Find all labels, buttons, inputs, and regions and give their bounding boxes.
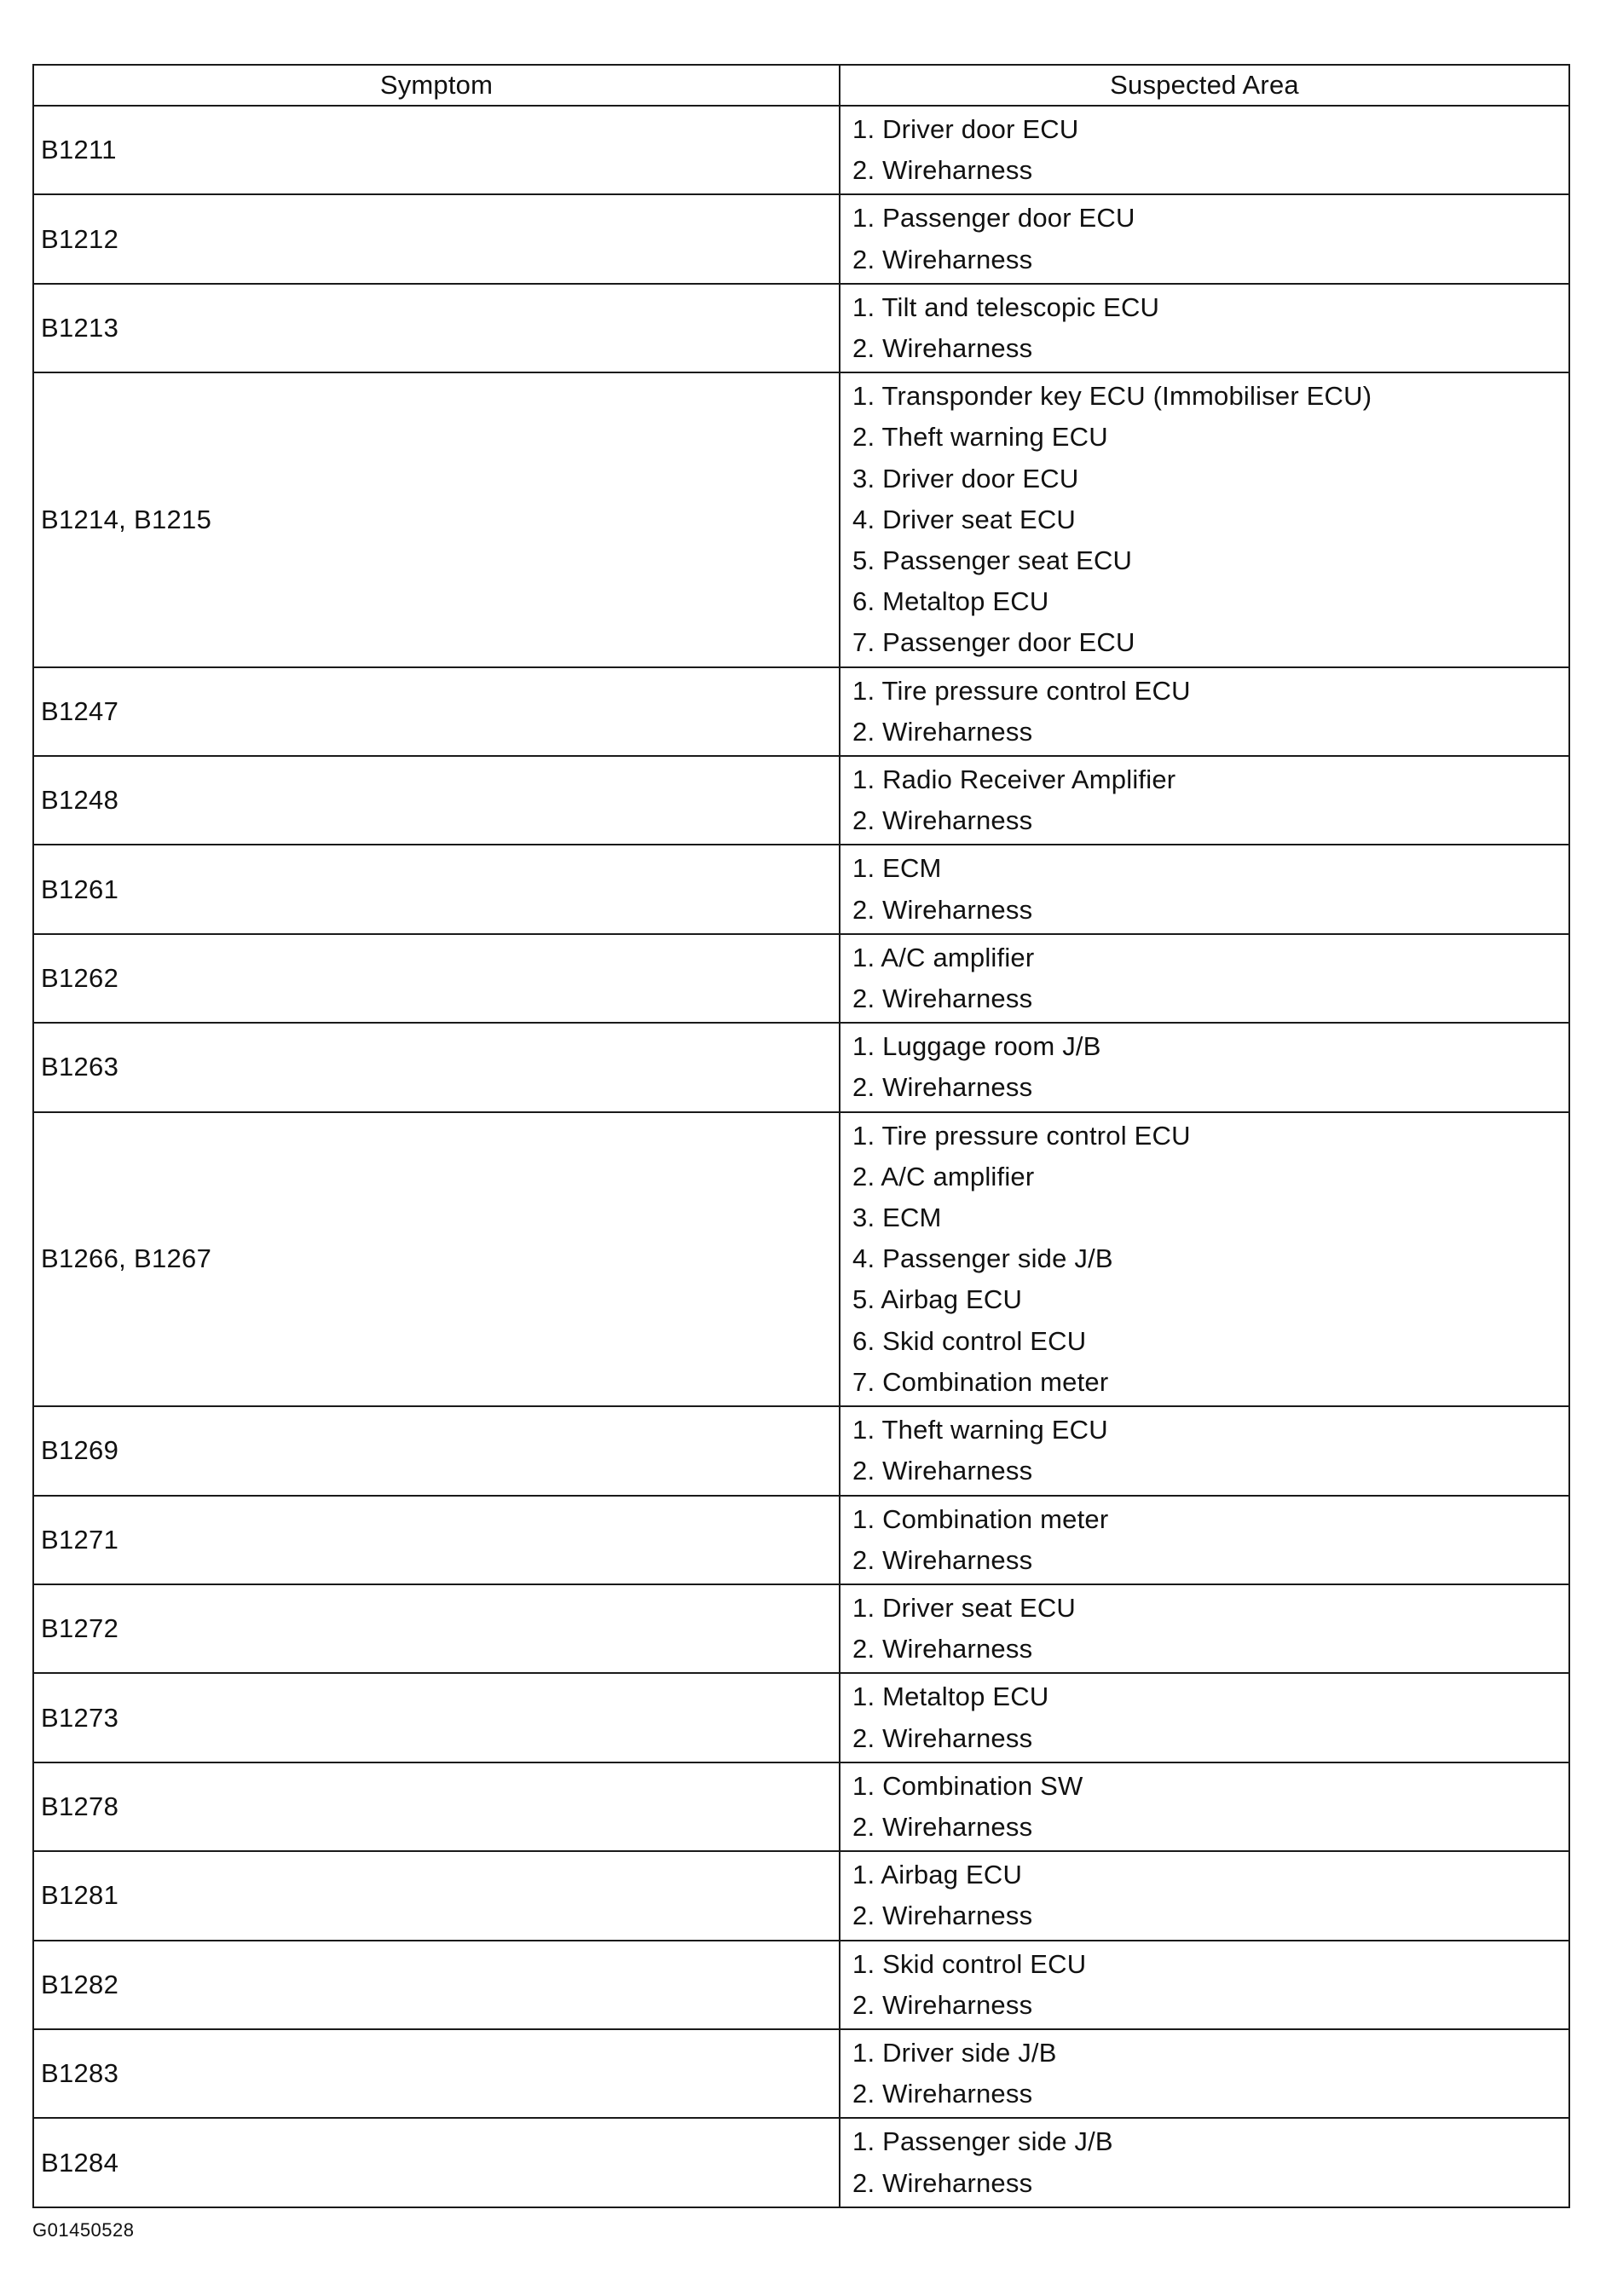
symptom-code: B1281 xyxy=(33,1851,840,1940)
suspected-area-item: 1. Passenger door ECU xyxy=(852,203,1135,234)
symptom-header: Symptom xyxy=(33,65,840,106)
suspected-area-item: 2. Wireharness xyxy=(852,244,1033,274)
suspected-area-list xyxy=(840,1941,1569,2029)
suspected-area-item: 2. Wireharness xyxy=(852,1544,1033,1575)
suspected-area-item: 2. Wireharness xyxy=(852,716,1033,747)
suspected-area-item: 1. Transponder key ECU (Immobiliser ECU) xyxy=(852,381,1372,412)
suspected-area-item: 2. Wireharness xyxy=(852,1072,1033,1103)
suspected-area-item: 1. Tire pressure control ECU xyxy=(852,675,1191,706)
table-row xyxy=(33,1023,1569,1111)
suspected-area-item: 2. A/C amplifier xyxy=(852,1161,1035,1191)
table-row xyxy=(33,845,1569,933)
suspected-area-header: Suspected Area xyxy=(840,65,1569,106)
suspected-area-list xyxy=(840,2118,1569,2207)
suspected-area-item: 6. Skid control ECU xyxy=(852,1325,1087,1356)
table-row xyxy=(33,106,1569,194)
suspected-area-list xyxy=(840,1112,1569,1406)
suspected-area-item: 6. Metaltop ECU xyxy=(852,586,1049,617)
suspected-area-item: 2. Wireharness xyxy=(852,1722,1033,1753)
suspected-area-item: 2. Wireharness xyxy=(852,894,1033,925)
suspected-area-item: 1. Combination SW xyxy=(852,1770,1083,1801)
table-row xyxy=(33,667,1569,756)
symptom-code: B1272 xyxy=(33,1584,840,1673)
symptom-code: B1273 xyxy=(33,1673,840,1762)
suspected-area-list xyxy=(840,845,1569,933)
suspected-area-list xyxy=(840,106,1569,194)
suspected-area-list xyxy=(840,1851,1569,1940)
suspected-area-list xyxy=(840,284,1569,372)
suspected-area-item: 1. Skid control ECU xyxy=(852,1948,1087,1979)
suspected-area-item: 1. Tire pressure control ECU xyxy=(852,1120,1191,1151)
suspected-area-item: 1. Theft warning ECU xyxy=(852,1415,1108,1445)
symptom-code: B1213 xyxy=(33,284,840,372)
suspected-area-list xyxy=(840,194,1569,283)
table-row xyxy=(33,1406,1569,1495)
symptom-code: B1247 xyxy=(33,667,840,756)
suspected-area-item: 2. Wireharness xyxy=(852,984,1033,1014)
suspected-area-item: 3. ECM xyxy=(852,1203,942,1233)
suspected-area-item: 2. Wireharness xyxy=(852,333,1033,364)
table-row xyxy=(33,1851,1569,1940)
suspected-area-list xyxy=(840,1023,1569,1111)
table-row xyxy=(33,1496,1569,1584)
suspected-area-item: 2. Wireharness xyxy=(852,1989,1033,2020)
table-row xyxy=(33,1112,1569,1406)
symptom-code: B1284 xyxy=(33,2118,840,2207)
table-row xyxy=(33,934,1569,1023)
symptom-code: B1282 xyxy=(33,1941,840,2029)
suspected-area-item: 1. Luggage room J/B xyxy=(852,1031,1101,1062)
symptom-code: B1278 xyxy=(33,1762,840,1851)
symptom-code: B1283 xyxy=(33,2029,840,2118)
suspected-area-item: 1. Metaltop ECU xyxy=(852,1682,1049,1712)
suspected-area-list xyxy=(840,756,1569,845)
symptom-code: B1269 xyxy=(33,1406,840,1495)
suspected-area-item: 2. Wireharness xyxy=(852,2167,1033,2198)
dtc-table xyxy=(32,64,1570,2208)
suspected-area-list xyxy=(840,1673,1569,1762)
figure-code: G01450528 xyxy=(32,2219,135,2241)
suspected-area-item: 2. Wireharness xyxy=(852,155,1033,186)
suspected-area-item: 2. Wireharness xyxy=(852,1456,1033,1486)
table-row xyxy=(33,284,1569,372)
suspected-area-list xyxy=(840,1584,1569,1673)
symptom-code: B1261 xyxy=(33,845,840,933)
symptom-code: B1263 xyxy=(33,1023,840,1111)
symptom-code: B1248 xyxy=(33,756,840,845)
suspected-area-item: 2. Wireharness xyxy=(852,1901,1033,1931)
symptom-code: B1262 xyxy=(33,934,840,1023)
symptom-code: B1266, B1267 xyxy=(33,1112,840,1406)
table-row xyxy=(33,1762,1569,1851)
suspected-area-item: 7. Passenger door ECU xyxy=(852,627,1135,658)
suspected-area-item: 2. Wireharness xyxy=(852,805,1033,836)
suspected-area-item: 2. Wireharness xyxy=(852,2079,1033,2109)
suspected-area-item: 5. Airbag ECU xyxy=(852,1284,1023,1315)
suspected-area-item: 2. Theft warning ECU xyxy=(852,422,1108,453)
table-row xyxy=(33,2029,1569,2118)
table-row xyxy=(33,1584,1569,1673)
suspected-area-item: 2. Wireharness xyxy=(852,1634,1033,1664)
table-row xyxy=(33,194,1569,283)
suspected-area-item: 2. Wireharness xyxy=(852,1811,1033,1842)
suspected-area-item: 1. ECM xyxy=(852,853,942,884)
table-row xyxy=(33,756,1569,845)
suspected-area-item: 7. Combination meter xyxy=(852,1366,1109,1397)
suspected-area-list xyxy=(840,667,1569,756)
suspected-area-item: 1. Airbag ECU xyxy=(852,1860,1023,1890)
suspected-area-item: 3. Driver door ECU xyxy=(852,463,1079,493)
suspected-area-item: 1. Driver seat ECU xyxy=(852,1592,1076,1623)
suspected-area-item: 1. Driver side J/B xyxy=(852,2037,1057,2068)
suspected-area-item: 4. Driver seat ECU xyxy=(852,504,1076,534)
table-body xyxy=(33,106,1569,2207)
table-row xyxy=(33,372,1569,666)
suspected-area-list xyxy=(840,2029,1569,2118)
suspected-area-item: 1. Tilt and telescopic ECU xyxy=(852,291,1160,322)
symptom-code: B1212 xyxy=(33,194,840,283)
suspected-area-item: 4. Passenger side J/B xyxy=(852,1243,1113,1274)
suspected-area-item: 5. Passenger seat ECU xyxy=(852,545,1133,576)
symptom-code: B1211 xyxy=(33,106,840,194)
table-header-row xyxy=(33,65,1569,106)
suspected-area-list xyxy=(840,1496,1569,1584)
suspected-area-item: 1. Driver door ECU xyxy=(852,114,1079,144)
suspected-area-list xyxy=(840,372,1569,666)
table-row xyxy=(33,1673,1569,1762)
suspected-area-item: 1. Passenger side J/B xyxy=(852,2126,1113,2157)
table-row xyxy=(33,2118,1569,2207)
suspected-area-item: 1. A/C amplifier xyxy=(852,942,1035,972)
suspected-area-list xyxy=(840,1762,1569,1851)
symptom-code: B1271 xyxy=(33,1496,840,1584)
suspected-area-item: 1. Combination meter xyxy=(852,1503,1109,1534)
table-row xyxy=(33,1941,1569,2029)
suspected-area-list xyxy=(840,1406,1569,1495)
symptom-code: B1214, B1215 xyxy=(33,372,840,666)
suspected-area-item: 1. Radio Receiver Amplifier xyxy=(852,764,1176,795)
suspected-area-list xyxy=(840,934,1569,1023)
